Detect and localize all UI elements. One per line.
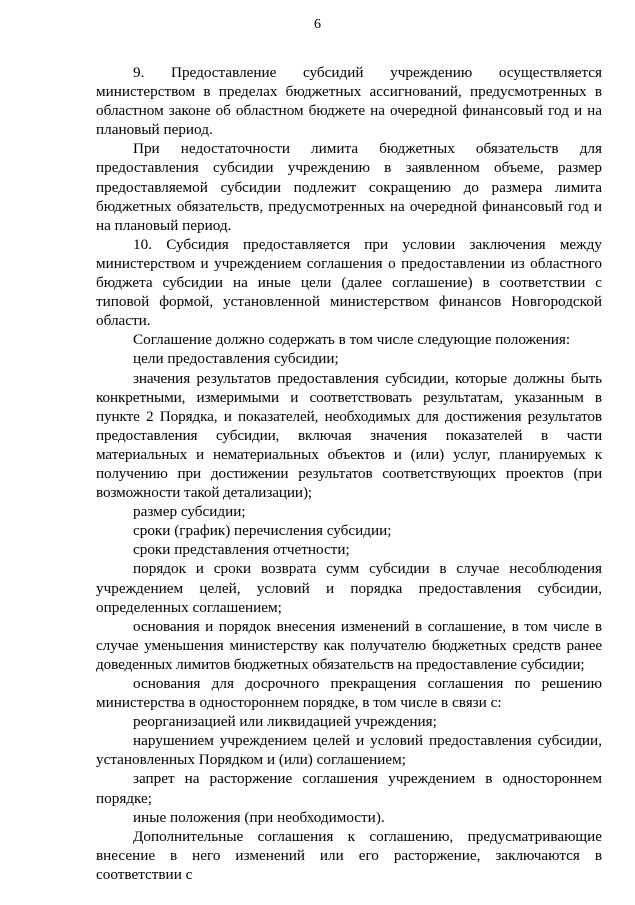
list-item-transfer-schedule: сроки (график) перечисления субсидии; (133, 522, 392, 540)
paragraph-insufficient-limit: При недостаточности лимита бюджетных обязательств для предоставления субсидии учреждению в заявленном объеме, размер предоставляемой субсидии подлежит сокращению до размера лимита бюджетных обязательств, предусмотренных на очередной финансовый год и на плановый период. (96, 140, 602, 234)
list-item-refund-procedure: порядок и сроки возврата сумм субсидии в случае несоблюдения учреждением целей, условий и порядка предоставления субсидии, определенных соглашением; (96, 560, 602, 616)
list-item-violation: нарушением учреждением целей и условий предоставления субсидии, установленных Порядком и (или) соглашением; (96, 732, 602, 769)
list-item-amendment-grounds: основания и порядок внесения изменений в соглашение, в том числе в случае уменьшения министерству как получателю бюджетных средств ранее доведенных лимитов бюджетных обязательств на предоставление субсидии; (96, 617, 602, 673)
list-item-other-provisions: иные положения (при необходимости). (133, 808, 385, 826)
paragraph-10-agreement: 10. Субсидия предоставляется при условии заключения между министерством и учреждением соглашения о предоставлении из областного бюджета субсидии на иные цели (далее соглашение) в соответствии с типовой формой, установленной министерством финансов Новгородской области. (96, 235, 602, 330)
list-item-reporting-deadlines: сроки представления отчетности; (133, 541, 350, 559)
list-item-subsidy-amount: размер субсидии; (133, 503, 246, 521)
paragraph-additional-agreements: Дополнительные соглашения к соглашению, предусматривающие внесение в него изменений или его расторжение, заключаются в соответствии с (96, 827, 602, 883)
list-item-subsidy-goals: цели предоставления субсидии; (133, 350, 339, 368)
page-number: 6 (314, 17, 321, 32)
list-item-result-values: значения результатов предоставления субсидии, которые должны быть конкретными, измеримыми и соответствовать результатам, указанным в пункте 2 Порядка, и показателей, необходимых для достижения результатов предоставления субсидии, включая значения показателей в части материальных и нематериальных объектов и (или) услуг, планируемых к получению при достижении результатов соответствующих проектов (при возможности такой детализации); (96, 369, 602, 502)
list-item-reorganization: реорганизацией или ликвидацией учреждения; (133, 713, 437, 731)
paragraph-9-subsidy-provision: 9. Предоставление субсидий учреждению осуществляется министерством в пределах бюджетных ассигнований, предусмотренных в областном законе об областном бюджете на очередной финансовый год и на плановый период. (96, 64, 602, 139)
list-item-termination-ban: запрет на расторжение соглашения учреждением в одностороннем порядке; (96, 770, 602, 807)
paragraph-agreement-provisions-intro: Соглашение должно содержать в том числе следующие положения: (133, 331, 571, 349)
document-body (96, 63, 602, 884)
list-item-early-termination: основания для досрочного прекращения соглашения по решению министерства в одностороннем порядке, в том числе в связи с: (96, 675, 602, 712)
